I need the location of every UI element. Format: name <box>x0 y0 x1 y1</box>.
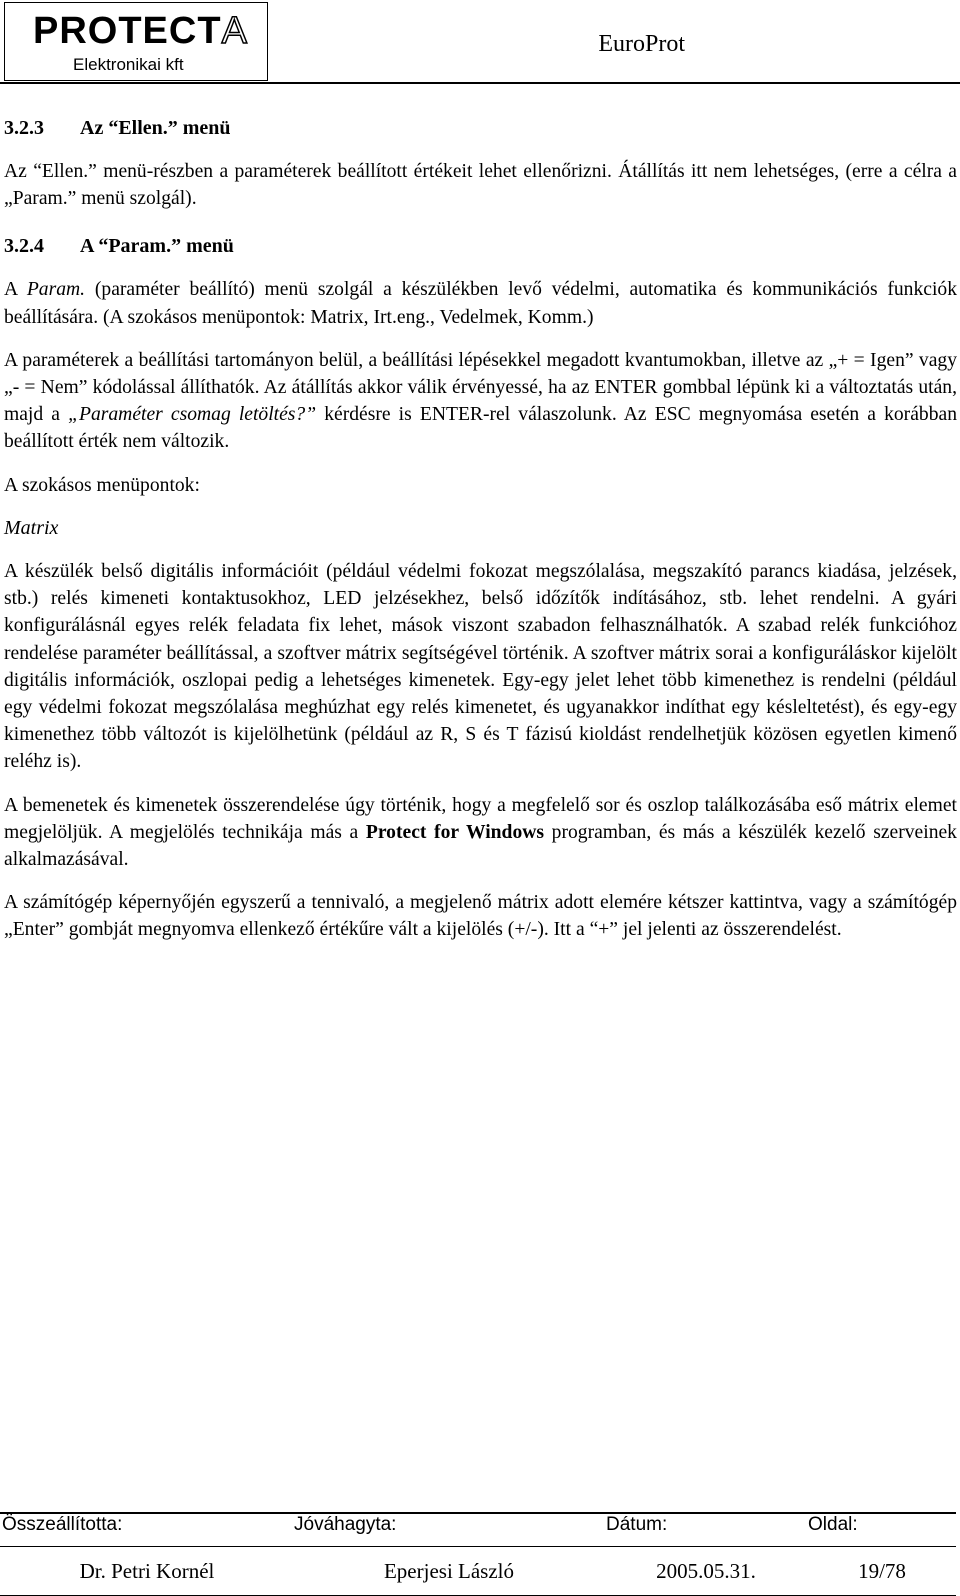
logo-wordmark: PROTECTA <box>33 10 248 52</box>
paragraph: A készülék belső digitális információit (például védelmi fokozat megszólalása, megszakító parancs kiadása, jelzések, stb.) relés kimeneti kontaktusokhoz, LED jelzésekhez, belső időzítők indításához, stb. lehet rendelni. A gyári konfigurálásnál egyes relék feladata fix lehet, mások viszont szabadon felhasználhatók. A szabad relék funkcióhoz rendelése paraméter beállítással, a szoftver mátrix segítségével történik. A szoftver mátrix sorai a konfiguráláskor kijelölt digitális információk, oszlopai pedig a lehetséges kimenetek. Egy-egy jelet lehet több kimenethez is rendelni (például egy védelmi fokozat megszólalása meghúzhat egy relés kimenetet, és ugyanakkor indíthat egy késleltetést), és egy-egy kimenethez több változót is kijelölhetünk (például az R, S és T fázisú kioldást rendelhetjük közösen egyetlen kimenő reléhz is). <box>4 561 957 773</box>
section-number: 3.2.3 <box>4 117 44 139</box>
section-title: A “Param.” menü <box>80 235 234 258</box>
paragraph: A számítógép képernyőjén egyszerű a tennivaló, a megjelenő mátrix adott elemére kétszer kattintva, vagy a számítógép „Enter” gombját megnyomva ellenkező értékűre vált a kijelölés (+/-). Itt a “+” jel jelenti az összerendelést. <box>4 892 957 941</box>
paragraph: A paraméterek a beállítási tartományon belül, a beállítási lépésekkel megadott kvantumokban, illetve az „+ = Igen” vagy „- = Nem” kódolással állíthatók. Az átállítás akkor válik érvényessé, ha az ENTER gombbal lépünk ki a változtatás után, majd a „Paraméter csomag letöltés?” kérdésre is ENTER-rel válaszolunk. Az ESC megnyomása esetén a korábban beállított érték nem változik. <box>4 349 957 453</box>
paragraph: Az “Ellen.” menü-részben a paraméterek beállított értékeit lehet ellenőrizni. Átállítás itt nem lehetséges, (erre a célra a „Param.” menü szolgál). <box>4 161 957 210</box>
document-body <box>4 108 957 960</box>
footer-label-author: Összeállította: <box>0 1513 292 1547</box>
section-heading-ellen <box>4 116 957 140</box>
footer-author: Dr. Petri Kornél <box>0 1547 292 1596</box>
footer-label-approver: Jóváhagyta: <box>292 1513 604 1547</box>
footer-label-page: Oldal: <box>806 1513 956 1547</box>
section-title: Az “Ellen.” menü <box>80 117 231 139</box>
paragraph: A bemenetek és kimenetek összerendelése úgy történik, hogy a megfelelő sor és oszlop találkozásába eső mátrix elemet megjelöljük. A megjelölés technikája más a Protect for Windows programban, és más a készülék kezelő szerveinek alkalmazásával. <box>4 794 957 871</box>
subheading-matrix: Matrix <box>4 516 59 539</box>
paragraph: A szokásos menüpontok: <box>4 474 200 496</box>
footer-approver: Eperjesi László <box>292 1547 604 1596</box>
footer-label-date: Dátum: <box>604 1513 806 1547</box>
page-header <box>0 0 960 84</box>
footer-date: 2005.05.31. <box>604 1547 806 1596</box>
page-footer <box>0 1512 960 1596</box>
product-brand: EuroProt <box>598 31 685 57</box>
footer-table <box>0 1512 956 1596</box>
logo-subtitle: Elektronikai kft <box>73 55 184 74</box>
paragraph: A Param. (paraméter beállító) menü szolgál a készülékben levő védelmi, automatika és kommunikációs funkciók beállítására. (A szokásos menüpontok: Matrix, Irt.eng., Vedelmek, Komm.) <box>4 279 957 328</box>
footer-page-number: 19/78 <box>806 1547 956 1596</box>
section-number: 3.2.4 <box>4 235 44 258</box>
section-heading-param <box>4 234 957 258</box>
company-logo <box>4 2 268 81</box>
header-divider <box>0 82 960 84</box>
